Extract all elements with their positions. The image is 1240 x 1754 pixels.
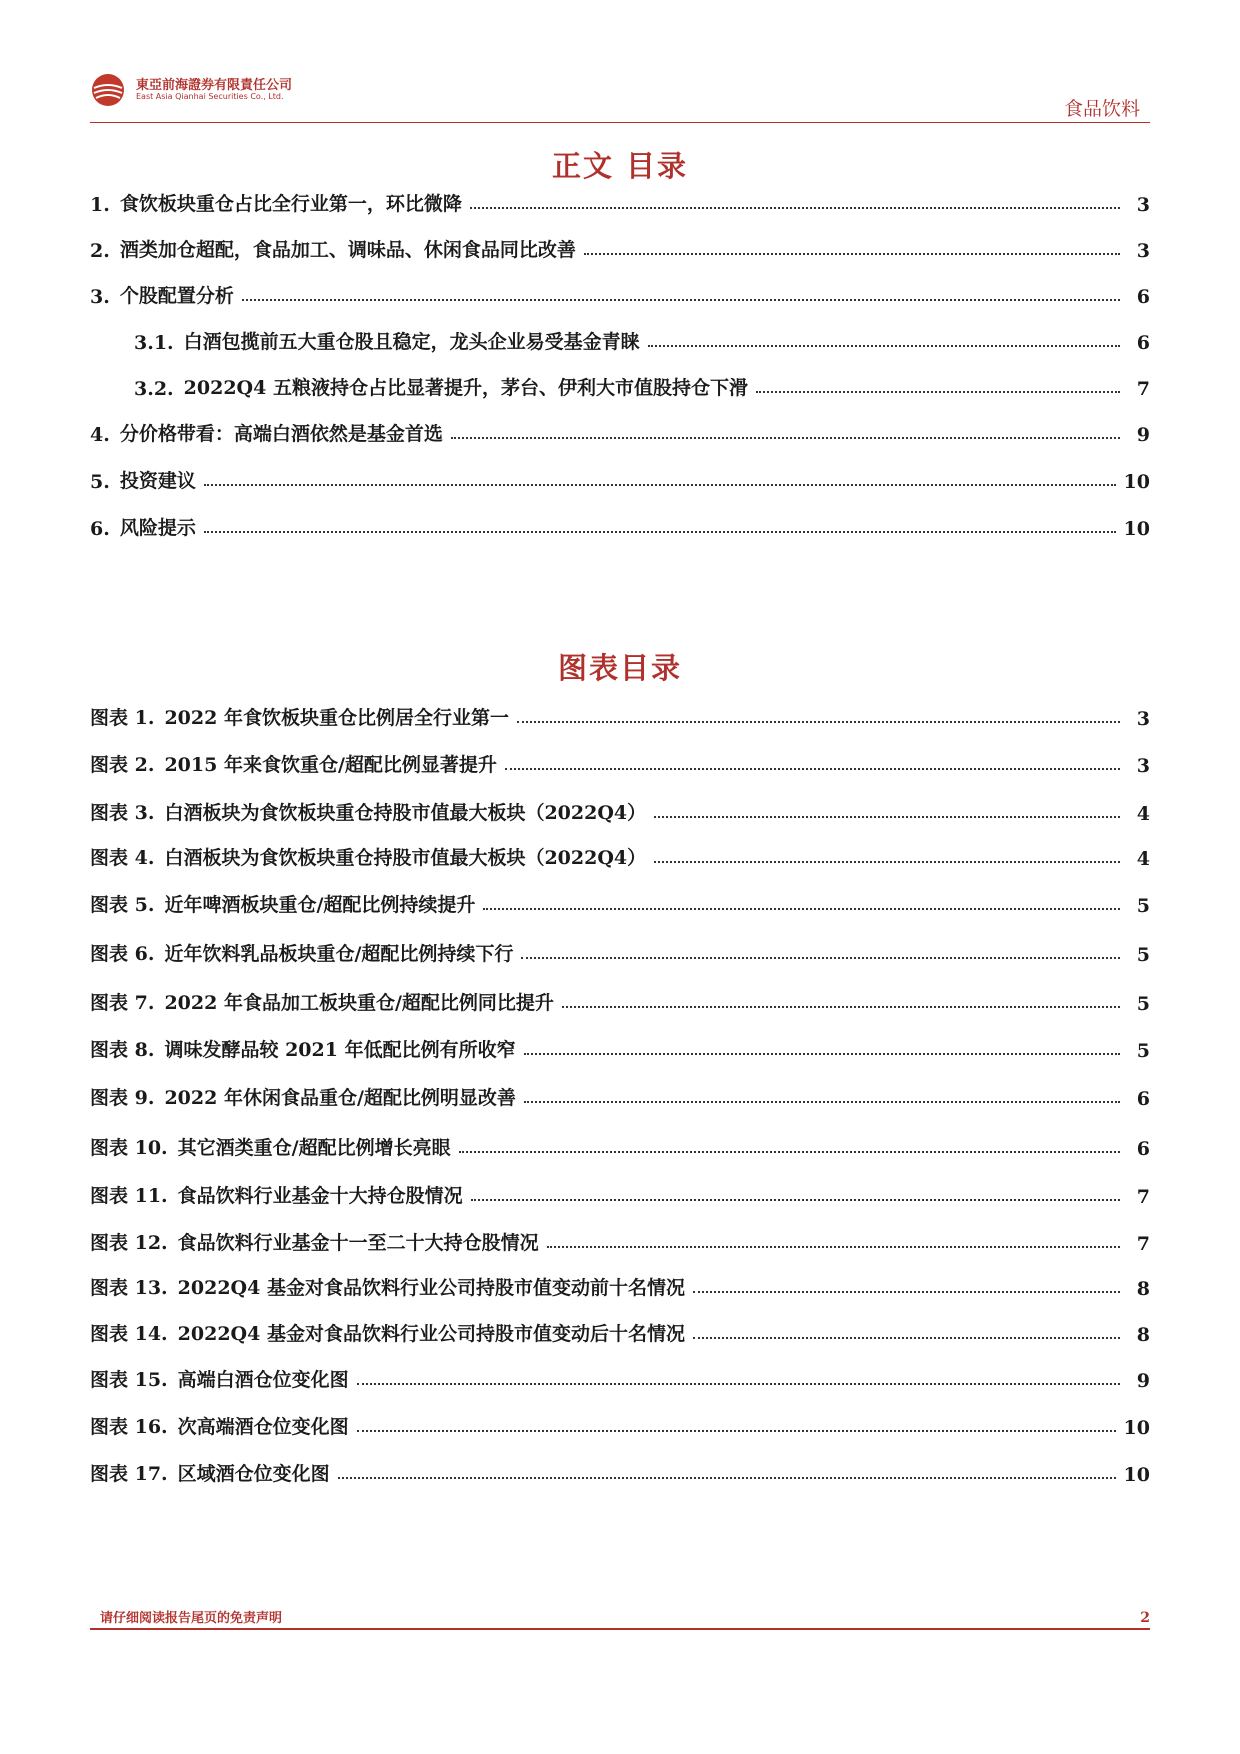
figure-entry-page: 8 <box>1136 1278 1150 1300</box>
figure-entry-text: 其它酒类重仓/超配比例增长亮眼 <box>177 1137 451 1159</box>
toc-entry-number: 3.1. <box>134 332 174 354</box>
toc-entry-page: 3 <box>1136 194 1150 216</box>
toc-leader <box>451 437 1120 439</box>
figure-entry-page: 5 <box>1136 944 1150 966</box>
figure-entry-number: 图表 17. <box>90 1463 168 1485</box>
figure-entry-page: 4 <box>1136 848 1150 870</box>
figure-entry[interactable] <box>90 700 1150 730</box>
toc-leader <box>654 861 1120 863</box>
toc-entry[interactable] <box>90 416 1150 446</box>
figure-entry-page: 5 <box>1136 895 1150 917</box>
toc-leader <box>483 908 1120 910</box>
figure-entry-page: 8 <box>1136 1324 1150 1346</box>
toc-title: 正文 目录 <box>551 149 689 183</box>
figure-entry-number: 图表 7. <box>90 992 155 1014</box>
figure-entry-text: 高端白酒仓位变化图 <box>177 1369 349 1391</box>
figure-entry[interactable] <box>90 1270 1150 1300</box>
toc-entry-page: 10 <box>1123 471 1150 493</box>
toc-entry-number: 1. <box>90 194 110 216</box>
toc-leader <box>521 957 1120 959</box>
figure-entry-text: 次高端酒仓位变化图 <box>177 1416 349 1438</box>
toc-entry-page: 9 <box>1136 424 1150 446</box>
figure-entry-page: 5 <box>1136 1040 1150 1062</box>
figure-entry-text: 2022 年休闲食品重仓/超配比例明显改善 <box>164 1087 516 1109</box>
figure-entry-page: 10 <box>1123 1417 1150 1439</box>
toc-leader <box>204 484 1116 486</box>
figure-entry-page: 7 <box>1136 1233 1150 1255</box>
figure-entry-text: 白酒板块为食饮板块重仓持股市值最大板块（2022Q4） <box>164 847 647 869</box>
company-logo-icon <box>90 72 126 108</box>
toc-entry-number: 4. <box>90 424 110 446</box>
toc-entry-number: 2. <box>90 240 110 262</box>
disclaimer-note: 请仔细阅读报告尾页的免责声明 <box>100 1611 283 1626</box>
toc-leader <box>648 345 1120 347</box>
toc-entry-page: 7 <box>1136 378 1150 400</box>
figure-entry-number: 图表 5. <box>90 894 155 916</box>
figure-entry-text: 调味发酵品较 2021 年低配比例有所收窄 <box>164 1039 516 1061</box>
figure-entry-number: 图表 10. <box>90 1137 168 1159</box>
toc-entry-number: 3. <box>90 286 110 308</box>
figure-entry-text: 白酒板块为食饮板块重仓持股市值最大板块（2022Q4） <box>164 802 647 824</box>
toc-entry[interactable] <box>90 186 1150 216</box>
toc-entry[interactable] <box>90 278 1150 308</box>
figure-entry[interactable] <box>90 1409 1150 1439</box>
figure-entry-number: 图表 12. <box>90 1232 168 1254</box>
toc-entry[interactable] <box>90 463 1150 493</box>
toc-leader <box>517 721 1120 723</box>
toc-entry-number: 6. <box>90 518 110 540</box>
figure-entry[interactable] <box>90 795 1150 825</box>
figure-entry[interactable] <box>90 1178 1150 1208</box>
figure-entry[interactable] <box>90 1225 1150 1255</box>
figure-entry-text: 2015 年来食饮重仓/超配比例显著提升 <box>164 754 497 776</box>
toc-entry-text: 分价格带看：高端白酒依然是基金首选 <box>119 423 443 445</box>
industry-label: 食品饮料 <box>1063 98 1140 120</box>
toc-leader <box>505 768 1120 770</box>
figure-entry-number: 图表 16. <box>90 1416 168 1438</box>
figure-entry[interactable] <box>90 1456 1150 1486</box>
figure-entry[interactable] <box>90 1362 1150 1392</box>
figure-entry[interactable] <box>90 985 1150 1015</box>
figure-entry-page: 6 <box>1136 1138 1150 1160</box>
figure-entry-number: 图表 15. <box>90 1369 168 1391</box>
figure-entry-number: 图表 14. <box>90 1323 168 1345</box>
figure-entry[interactable] <box>90 887 1150 917</box>
figure-entry-number: 图表 1. <box>90 707 155 729</box>
figure-entry[interactable] <box>90 1316 1150 1346</box>
toc-entry-text: 酒类加仓超配，食品加工、调味品、休闲食品同比改善 <box>119 239 576 261</box>
toc-entry-number: 3.2. <box>134 378 174 400</box>
toc-entry[interactable] <box>90 510 1150 540</box>
figure-entry-page: 3 <box>1136 708 1150 730</box>
figure-entry-page: 10 <box>1123 1464 1150 1486</box>
toc-leader <box>357 1383 1120 1385</box>
figure-entry-number: 图表 13. <box>90 1277 168 1299</box>
toc-leader <box>693 1337 1120 1339</box>
figure-entry-text: 2022 年食饮板块重仓比例居全行业第一 <box>164 707 509 729</box>
toc-leader <box>204 531 1116 533</box>
figure-entry[interactable] <box>90 1130 1150 1160</box>
toc-entry-page: 10 <box>1123 518 1150 540</box>
toc-entry[interactable] <box>90 232 1150 262</box>
toc-leader <box>470 207 1120 209</box>
figure-entry[interactable] <box>90 1032 1150 1062</box>
figure-entry-text: 2022Q4 基金对食品饮料行业公司持股市值变动后十名情况 <box>177 1323 685 1345</box>
figure-entry-number: 图表 4. <box>90 847 155 869</box>
toc-leader <box>524 1053 1120 1055</box>
figure-entry-text: 食品饮料行业基金十大持仓股情况 <box>177 1185 463 1207</box>
toc-leader <box>547 1246 1120 1248</box>
toc-entry-text: 食饮板块重仓占比全行业第一，环比微降 <box>119 193 462 215</box>
figure-entry-number: 图表 3. <box>90 802 155 824</box>
toc-leader <box>242 299 1120 301</box>
toc-leader <box>654 816 1120 818</box>
page-header <box>90 66 1150 123</box>
figure-entry-page: 9 <box>1136 1370 1150 1392</box>
toc-leader <box>584 253 1120 255</box>
figure-entry-text: 2022 年食品加工板块重仓/超配比例同比提升 <box>164 992 554 1014</box>
toc-entry-text: 白酒包揽前五大重仓股且稳定，龙头企业易受基金青睐 <box>183 331 640 353</box>
toc-leader <box>524 1101 1120 1103</box>
figure-entry[interactable] <box>90 936 1150 966</box>
figure-entry-text: 近年饮料乳品板块重仓/超配比例持续下行 <box>164 943 514 965</box>
figure-list-title: 图表目录 <box>557 651 682 685</box>
toc-entry-text: 个股配置分析 <box>119 285 234 307</box>
figure-entry-number: 图表 6. <box>90 943 155 965</box>
company-name-cn: 東亞前海證券有限責任公司 <box>136 78 293 93</box>
toc-entry-number: 5. <box>90 471 110 493</box>
toc-entry-page: 6 <box>1136 286 1150 308</box>
toc-leader <box>338 1477 1116 1479</box>
figure-entry-page: 5 <box>1136 993 1150 1015</box>
toc-subentry[interactable] <box>134 324 1150 354</box>
figure-entry-page: 4 <box>1136 803 1150 825</box>
toc-entry-text: 投资建议 <box>119 470 196 492</box>
figure-entry-number: 图表 8. <box>90 1039 155 1061</box>
figure-entry[interactable] <box>90 747 1150 777</box>
toc-leader <box>471 1199 1120 1201</box>
toc-leader <box>562 1006 1120 1008</box>
figure-entry-text: 食品饮料行业基金十一至二十大持仓股情况 <box>177 1232 539 1254</box>
figure-entry-page: 7 <box>1136 1186 1150 1208</box>
toc-leader <box>756 391 1120 393</box>
figure-entry-number: 图表 2. <box>90 754 155 776</box>
figure-entry[interactable] <box>90 1080 1150 1110</box>
figure-entry-page: 3 <box>1136 755 1150 777</box>
page-number: 2 <box>1140 1610 1150 1626</box>
toc-entry-page: 3 <box>1136 240 1150 262</box>
figure-entry-page: 6 <box>1136 1088 1150 1110</box>
figure-entry-number: 图表 9. <box>90 1087 155 1109</box>
figure-entry-text: 近年啤酒板块重仓/超配比例持续提升 <box>164 894 476 916</box>
toc-entry-text: 2022Q4 五粮液持仓占比显著提升，茅台、伊利大市值股持仓下滑 <box>183 377 748 399</box>
toc-leader <box>693 1291 1120 1293</box>
figure-entry-text: 2022Q4 基金对食品饮料行业公司持股市值变动前十名情况 <box>177 1277 685 1299</box>
figure-entry-number: 图表 11. <box>90 1185 168 1207</box>
toc-subentry[interactable] <box>134 370 1150 400</box>
figure-entry-text: 区域酒仓位变化图 <box>177 1463 330 1485</box>
toc-leader <box>459 1151 1120 1153</box>
figure-entry[interactable] <box>90 840 1150 870</box>
page-footer <box>90 1608 1150 1630</box>
company-name-en: East Asia Qianhai Securities Co., Ltd. <box>136 92 284 101</box>
toc-entry-text: 风险提示 <box>119 517 196 539</box>
toc-leader <box>357 1430 1116 1432</box>
toc-entry-page: 6 <box>1136 332 1150 354</box>
